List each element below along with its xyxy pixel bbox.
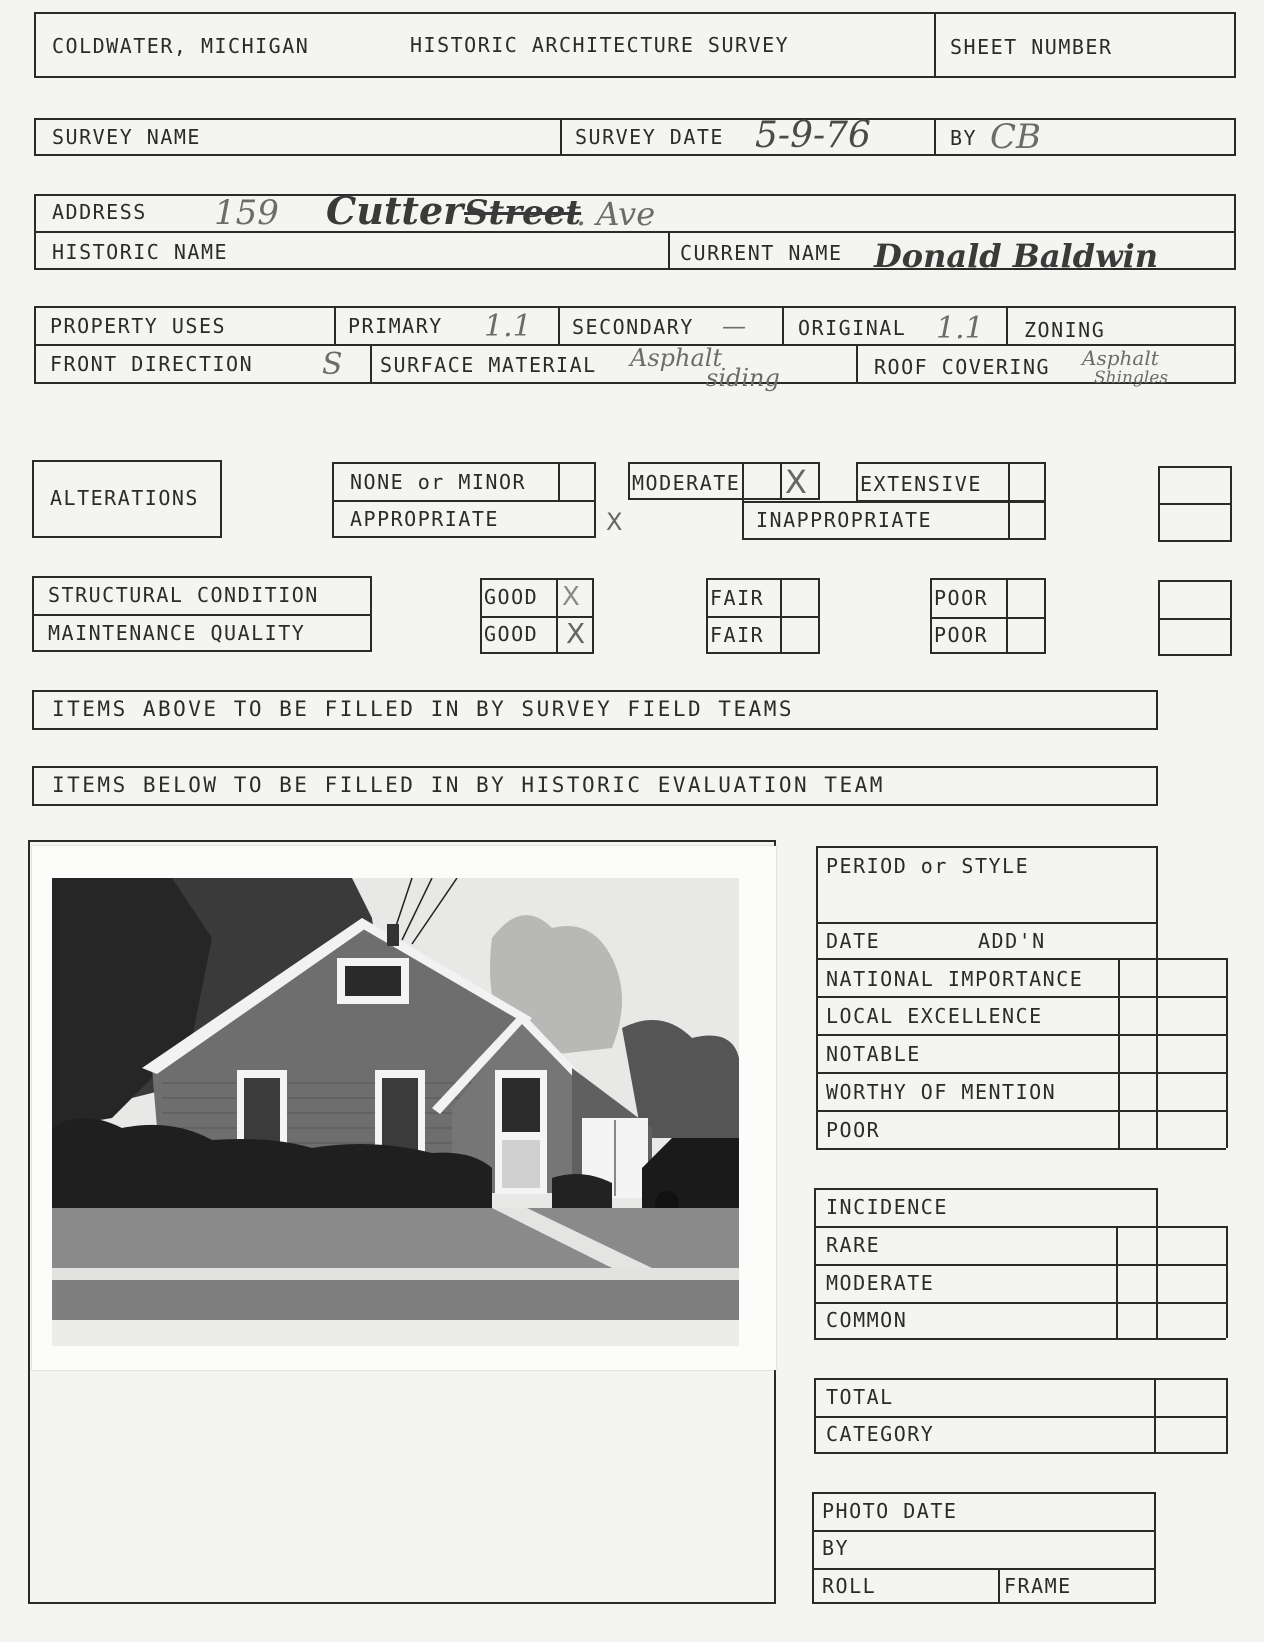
roof-covering-value-1[interactable]: Asphalt <box>1082 346 1159 370</box>
condition-label-mid <box>32 614 372 616</box>
alterations-label: ALTERATIONS <box>50 486 199 510</box>
roof-covering-value-2[interactable]: Shingles <box>1094 368 1169 388</box>
field-teams-note: ITEMS ABOVE TO BE FILLED IN BY SURVEY FIELD TEAMS <box>52 697 795 721</box>
poor-label-maintenance: POOR <box>934 623 989 647</box>
sheet-number-label: SHEET NUMBER <box>950 35 1113 59</box>
surface-material-value-1[interactable]: Asphalt <box>630 344 723 372</box>
good-check-div <box>556 578 558 654</box>
eval-row-poor: POOR <box>826 1118 881 1142</box>
eval-row-notable: NOTABLE <box>826 1042 921 1066</box>
none-minor-label: NONE or MINOR <box>350 470 527 494</box>
condition-score-mid <box>1158 618 1232 620</box>
current-name-label: CURRENT NAME <box>680 241 843 265</box>
incidence-common: COMMON <box>826 1308 908 1332</box>
incidence-label: INCIDENCE <box>826 1195 948 1219</box>
original-label: ORIGINAL <box>798 316 907 340</box>
survey-divider-1 <box>560 118 562 156</box>
eval-line-1 <box>816 958 1226 960</box>
photo-info-frame-div <box>998 1568 1000 1604</box>
surface-material-label: SURFACE MATERIAL <box>380 353 597 377</box>
property-div-primary <box>334 306 336 344</box>
survey-title: HISTORIC ARCHITECTURE SURVEY <box>410 33 790 57</box>
incidence-moderate: MODERATE <box>826 1271 935 1295</box>
poor-check-div <box>1006 578 1008 654</box>
structural-condition-label: STRUCTURAL CONDITION <box>48 583 319 607</box>
photo-by-label: BY <box>822 1536 850 1560</box>
eval-score-right <box>1226 958 1228 1148</box>
fair-label-structural: FAIR <box>710 586 765 610</box>
house-photograph <box>52 878 739 1346</box>
inc-line-4 <box>814 1338 1226 1340</box>
moderate-label: MODERATE <box>632 471 741 495</box>
photo-info-line-1 <box>812 1530 1156 1532</box>
property-div-original <box>782 306 784 344</box>
good-maintenance-check[interactable]: X <box>566 617 586 650</box>
incidence-rare: RARE <box>826 1233 881 1257</box>
secondary-value[interactable]: — <box>722 312 746 340</box>
roll-label: ROLL <box>822 1574 877 1598</box>
city-label: COLDWATER, MICHIGAN <box>52 34 310 58</box>
zoning-label: ZONING <box>1024 318 1106 342</box>
inc-line-2 <box>814 1264 1226 1266</box>
front-direction-label: FRONT DIRECTION <box>50 352 254 376</box>
address-struck-word: Street <box>464 193 582 233</box>
photo-date-label: PHOTO DATE <box>822 1499 958 1523</box>
eval-date-label: DATE <box>826 929 881 953</box>
eval-note-right <box>1156 766 1158 806</box>
eval-row-worthy: WORTHY OF MENTION <box>826 1080 1057 1104</box>
fair-label-maintenance: FAIR <box>710 623 765 647</box>
poor-label-structural: POOR <box>934 586 989 610</box>
extensive-label: EXTENSIVE <box>860 472 982 496</box>
category-label: CATEGORY <box>826 1422 935 1446</box>
inc-line-1 <box>814 1226 1226 1228</box>
property-uses-label: PROPERTY USES <box>50 314 227 338</box>
maintenance-quality-label: MAINTENANCE QUALITY <box>48 621 306 645</box>
evaluation-table <box>816 846 1158 1150</box>
field-note-right <box>1156 690 1158 730</box>
address-label: ADDRESS <box>52 200 147 224</box>
good-label-structural: GOOD <box>484 585 539 609</box>
current-name-value[interactable]: Donald Baldwin <box>874 237 1159 275</box>
period-style-label: PERIOD or STYLE <box>826 854 1030 878</box>
eval-line-6 <box>816 1148 1226 1150</box>
property-div-roof <box>856 344 858 384</box>
good-structural-check[interactable]: X <box>562 582 580 612</box>
property-div-zoning <box>1006 306 1008 344</box>
survey-date-label: SURVEY DATE <box>575 125 724 149</box>
inc-score-div <box>1116 1226 1118 1338</box>
eval-line-4 <box>816 1072 1226 1074</box>
address-suffix[interactable]: . Ave <box>576 195 656 233</box>
poor-mid <box>930 617 1046 619</box>
front-direction-value[interactable]: S <box>322 347 343 382</box>
appropriate-check[interactable]: X <box>606 508 623 536</box>
eval-addn-label: ADD'N <box>978 929 1046 953</box>
surface-material-value-2[interactable]: siding <box>706 364 780 392</box>
survey-by-label: BY <box>950 126 978 150</box>
primary-value[interactable]: 1.1 <box>484 309 532 344</box>
address-street[interactable]: Cutter <box>326 188 464 233</box>
alt-left-mid <box>332 500 596 502</box>
survey-name-label: SURVEY NAME <box>52 125 201 149</box>
good-label-maintenance: GOOD <box>484 622 539 646</box>
eval-line-3 <box>816 1034 1226 1036</box>
survey-by-value[interactable]: CB <box>990 117 1041 157</box>
total-score-div <box>1154 1378 1156 1454</box>
header-divider <box>934 12 936 78</box>
eval-row-local: LOCAL EXCELLENCE <box>826 1004 1043 1028</box>
moderate-check[interactable]: X <box>785 463 807 501</box>
evaluation-team-note: ITEMS BELOW TO BE FILLED IN BY HISTORIC EVALUATION TEAM <box>52 773 885 797</box>
property-div-secondary <box>558 306 560 344</box>
eval-row-national: NATIONAL IMPORTANCE <box>826 967 1084 991</box>
secondary-label: SECONDARY <box>572 315 694 339</box>
survey-date-value[interactable]: 5-9-76 <box>755 115 871 156</box>
roof-covering-label: ROOF COVERING <box>874 355 1051 379</box>
fair-check-div <box>780 578 782 654</box>
alt-left-check-div <box>558 462 560 500</box>
historic-name-label: HISTORIC NAME <box>52 240 229 264</box>
inc-line-3 <box>814 1302 1226 1304</box>
primary-label: PRIMARY <box>348 314 443 338</box>
total-mid <box>814 1416 1228 1418</box>
appropriate-label: APPROPRIATE <box>350 507 499 531</box>
address-number[interactable]: 159 <box>214 193 279 233</box>
total-label: TOTAL <box>826 1385 894 1409</box>
inc-score-right <box>1226 1226 1228 1338</box>
alt-score-mid <box>1158 503 1232 505</box>
inappropriate-label: INAPPROPRIATE <box>756 508 933 532</box>
eval-line-5 <box>816 1110 1226 1112</box>
eval-line-2 <box>816 996 1226 998</box>
fair-mid <box>706 616 820 618</box>
alt-right-mid <box>742 501 1046 503</box>
eval-line-date <box>816 922 1158 924</box>
survey-divider-2 <box>934 118 936 156</box>
address-divider <box>668 231 670 270</box>
eval-score-div <box>1118 958 1120 1148</box>
property-div-surface <box>370 344 372 384</box>
photo-info-line-2 <box>812 1568 1156 1570</box>
original-value[interactable]: 1.1 <box>936 311 984 346</box>
frame-label: FRAME <box>1004 1574 1072 1598</box>
